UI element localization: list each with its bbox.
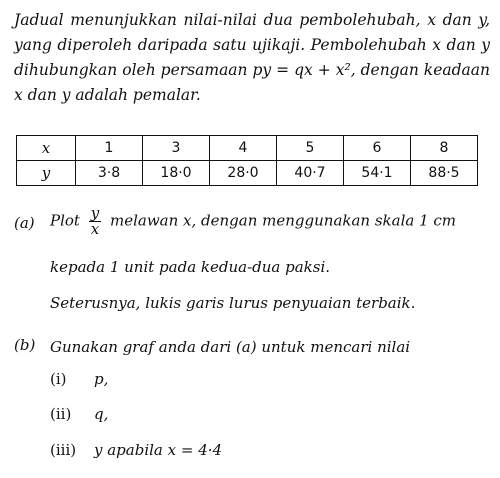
- intro-line-2: yang diperoleh daripada satu ujikaji. Pembolehubah x dan y: [14, 36, 490, 54]
- table-cell: 28·0: [210, 161, 277, 186]
- intro-line-3: dihubungkan oleh persamaan py = qx + x², dengan keadaan: [14, 61, 490, 79]
- part-a-line-3: Seterusnya, lukis garis lurus penyuaian terbaik.: [50, 294, 416, 312]
- table-cell: 5: [277, 136, 344, 161]
- part-b-line-1: Gunakan graf anda dari (a) untuk mencari nilai: [50, 338, 411, 356]
- plot-word: Plot: [50, 211, 80, 230]
- table-cell: y: [17, 161, 76, 186]
- part-a-line-1-rest: melawan x, dengan menggunakan skala 1 cm: [110, 211, 457, 230]
- part-a-line-1: [50, 206, 490, 237]
- table-cell: 3: [143, 136, 210, 161]
- table-cell: 88·5: [411, 161, 478, 186]
- table-cell: 6: [344, 136, 411, 161]
- fraction-denominator: x: [90, 220, 100, 238]
- sub-item-number: (ii): [50, 405, 72, 423]
- part-a-label: (a): [14, 214, 35, 232]
- table-cell: 40·7: [277, 161, 344, 186]
- sub-item-text: y apabila x = 4·4: [94, 441, 223, 459]
- intro-paragraph: [14, 8, 490, 108]
- intro-line-1: Jadual menunjukkan nilai-nilai dua pembolehubah, x dan y,: [14, 11, 490, 29]
- table-cell: 8: [411, 136, 478, 161]
- table-row-y: [17, 161, 478, 186]
- sub-item-text: p,: [94, 370, 109, 388]
- y-over-x-fraction: [89, 206, 101, 237]
- part-a-line-2: kepada 1 unit pada kedua-dua paksi.: [50, 258, 331, 276]
- table-cell: 3·8: [76, 161, 143, 186]
- table-row-x: [17, 136, 478, 161]
- table-cell: 54·1: [344, 161, 411, 186]
- table-cell: 1: [76, 136, 143, 161]
- data-table: [16, 135, 478, 186]
- sub-item-number: (iii): [50, 441, 77, 459]
- fraction-numerator: y: [90, 204, 100, 222]
- sub-item-number: (i): [50, 370, 67, 388]
- table-cell: x: [17, 136, 76, 161]
- intro-line-4: x dan y adalah pemalar.: [14, 86, 201, 104]
- table-cell: 4: [210, 136, 277, 161]
- sub-item-text: q,: [94, 405, 109, 423]
- table-cell: 18·0: [143, 161, 210, 186]
- part-b-label: (b): [14, 336, 36, 354]
